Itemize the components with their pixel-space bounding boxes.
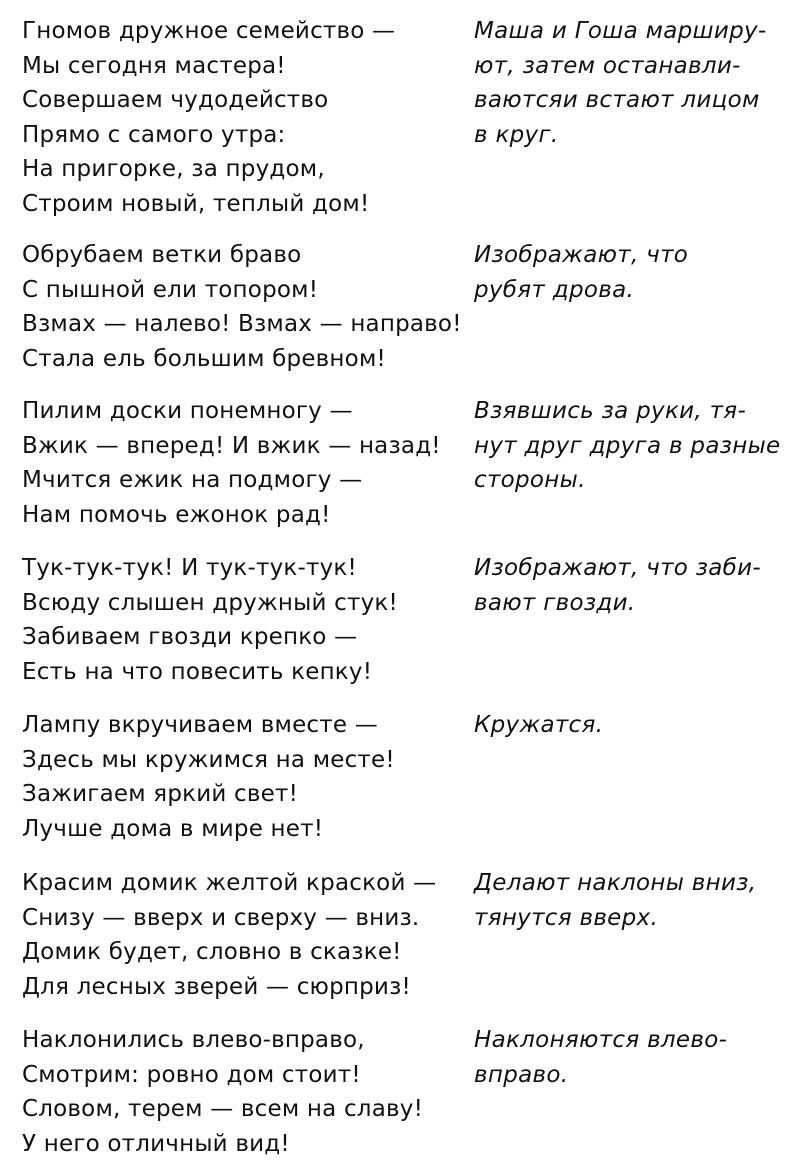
verse-line: Совершаем чудодейство <box>22 87 329 113</box>
verse-line: Лампу вкручиваем вместе — <box>22 712 378 738</box>
verse-lines <box>22 394 462 532</box>
verse-line: У него отличный вид! <box>22 1130 290 1157</box>
direction-line: стороны. <box>474 467 586 493</box>
verse-lines <box>22 1023 462 1161</box>
verse-line: Мы сегодня мастера! <box>22 52 286 79</box>
direction-line: в круг. <box>474 121 559 148</box>
verse-line: Взмах — налево! Взмах — направо! <box>22 311 462 337</box>
verse-line: Всюду слышен дружный стук! <box>22 589 398 616</box>
verse-line: Нам помочь ежонок рад! <box>22 501 331 528</box>
stage-direction <box>474 394 784 498</box>
verse-line: Обрубаем ветки браво <box>22 242 302 268</box>
verse-line: Смотрим: ровно дом стоит! <box>22 1061 361 1088</box>
verse-line: Прямо с самого утра: <box>22 121 286 148</box>
verse-line: Домик будет, словно в сказке! <box>22 939 402 965</box>
stage-direction <box>474 551 784 620</box>
verse-line: С пышной ели топором! <box>22 276 319 303</box>
verse-line: Снизу — вверх и сверху — вниз. <box>22 904 420 931</box>
stage-direction <box>474 1023 784 1092</box>
direction-line: Делают наклоны вниз, <box>474 870 757 896</box>
verse-line: Словом, терем — всем на славу! <box>22 1096 423 1122</box>
direction-line: Изображают, что <box>474 242 689 268</box>
direction-line: рубят дрова. <box>474 276 635 303</box>
verse-line: Вжик — вперед! И вжик — назад! <box>22 432 441 459</box>
direction-line: Кружатся. <box>474 712 604 738</box>
verse-line: Строим новый, теплый дом! <box>22 190 370 217</box>
verse-line: Забиваем гвозди крепко — <box>22 624 358 650</box>
direction-line: Взявшись за руки, тя- <box>474 398 747 424</box>
verse-line: Мчится ежик на подмогу — <box>22 467 363 493</box>
verse-lines <box>22 551 462 689</box>
verse-line: Лучше дома в мире нет! <box>22 815 324 842</box>
verse-line: Гномов дружное семейство — <box>22 18 396 44</box>
verse-line: Для лесных зверей — сюрприз! <box>22 973 411 1000</box>
verse-line: Зажигаем яркий свет! <box>22 781 299 807</box>
verse-line: На пригорке, за прудом, <box>22 156 325 182</box>
direction-line: тянутся вверх. <box>474 904 659 931</box>
verse-line: Красим домик желтой краской — <box>22 870 437 896</box>
verse-line: Наклонились влево-вправо, <box>22 1027 365 1053</box>
direction-line: нут друг друга в разные <box>474 432 781 459</box>
verse-line: Здесь мы кружимся на месте! <box>22 746 395 773</box>
direction-line: вают гвозди. <box>474 589 636 616</box>
verse-line: Пилим доски понемногу — <box>22 398 353 424</box>
direction-line: Наклоняются влево- <box>474 1027 728 1053</box>
verse-lines <box>22 866 462 1004</box>
verse-line: Стала ель большим бревном! <box>22 345 386 372</box>
verse-line: Тук-тук-тук! И тук-тук-тук! <box>22 555 357 581</box>
stage-direction <box>474 708 784 743</box>
stage-direction <box>474 238 784 307</box>
verse-lines <box>22 708 462 846</box>
direction-line: вправо. <box>474 1061 569 1088</box>
verse-line: Есть на что повесить кепку! <box>22 658 373 685</box>
verse-lines <box>22 238 462 376</box>
direction-line: Изображают, что заби- <box>474 555 762 581</box>
direction-line: ют, затем останавли- <box>474 52 741 79</box>
stage-direction <box>474 14 784 152</box>
direction-line: Маша и Гоша марширу- <box>474 18 767 44</box>
stage-direction <box>474 866 784 935</box>
direction-line: ваютсяи встают лицом <box>474 87 760 113</box>
verse-lines <box>22 14 462 221</box>
